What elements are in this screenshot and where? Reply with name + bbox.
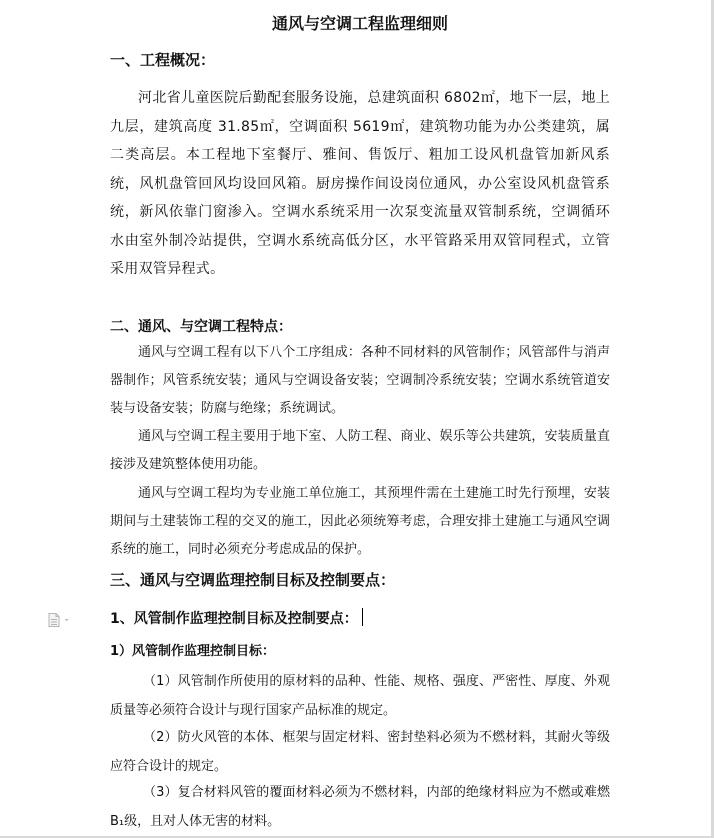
subsection-heading-text: 1、风管制作监理控制目标及控制要点： [110,611,358,627]
section2-heading: 二、通风、与空调工程特点： [110,319,292,335]
section2-paragraph-3: 通风与空调工程均为专业施工单位施工，其预埋件需在土建施工时先行预埋，安装期间与土建装饰工程的交叉的施工，因此必须统筹考虑，合理安排土建施工与通风空调系统的施工，同时必须充分考虑成品的保护。 [110,486,610,558]
section1-paragraph: 河北省儿童医院后勤配套服务设施，总建筑面积 6802㎡，地下一层，地上九层，建筑高度 31.85㎡，空调面积 5619㎡，建筑物功能为办公类建筑，属二类高层。本工程地下室餐厅、雅间、售饭厅、粗加工设风机盘管加新风系统，风机盘管回风均设回风箱。厨房操作间设岗位通风，办公室设风机盘管系统，新风依靠门窗渗入。空调水系统采用一次泵变流量双管制系统，空调循环水由室外制冷站提供，空调水系统高低分区，水平管路采用双管同程式，立管采用双管异程式。 [110,90,610,277]
section2-paragraph-2: 通风与空调工程主要用于地下室、人防工程、商业、娱乐等公共建筑，安装质量直接涉及建筑整体使用功能。 [110,429,610,473]
subsection-heading[interactable] [110,608,363,630]
sub-subsection-heading: 1）风管制作监理控制目标： [110,644,276,659]
section1-heading: 一、工程概况： [110,51,216,69]
section2-paragraph-1: 通风与空调工程有以下八个工序组成：各种不同材料的风管制作；风管部件与消声器制作；风管系统安装；通风与空调设备安装；空调制冷系统安装；空调水系统管道安装与设备安装；防腐与绝缘；系统调试。 [110,345,610,417]
list-item: （3）复合材料风管的覆面材料必须为不燃材料，内部的绝缘材料应为不燃或难燃 B₁级，且对人体无害的材料。 [110,785,610,829]
list-item: （1）风管制作所使用的原材料的品种、性能、规格、强度、严密性、厚度、外观质量等必须符合设计与现行国家产品标准的规定。 [110,674,610,718]
document-title: 通风与空调工程监理细则 [271,14,448,33]
list-item: （2）防火风管的本体、框架与固定材料、密封垫料必须为不燃材料，其耐火等级应符合设计的规定。 [110,730,610,774]
section3-heading: 三、通风与空调监理控制目标及控制要点： [110,571,396,589]
paragraph-layout-icon[interactable] [48,612,74,626]
text-cursor [362,608,363,626]
document-icon [48,613,74,627]
